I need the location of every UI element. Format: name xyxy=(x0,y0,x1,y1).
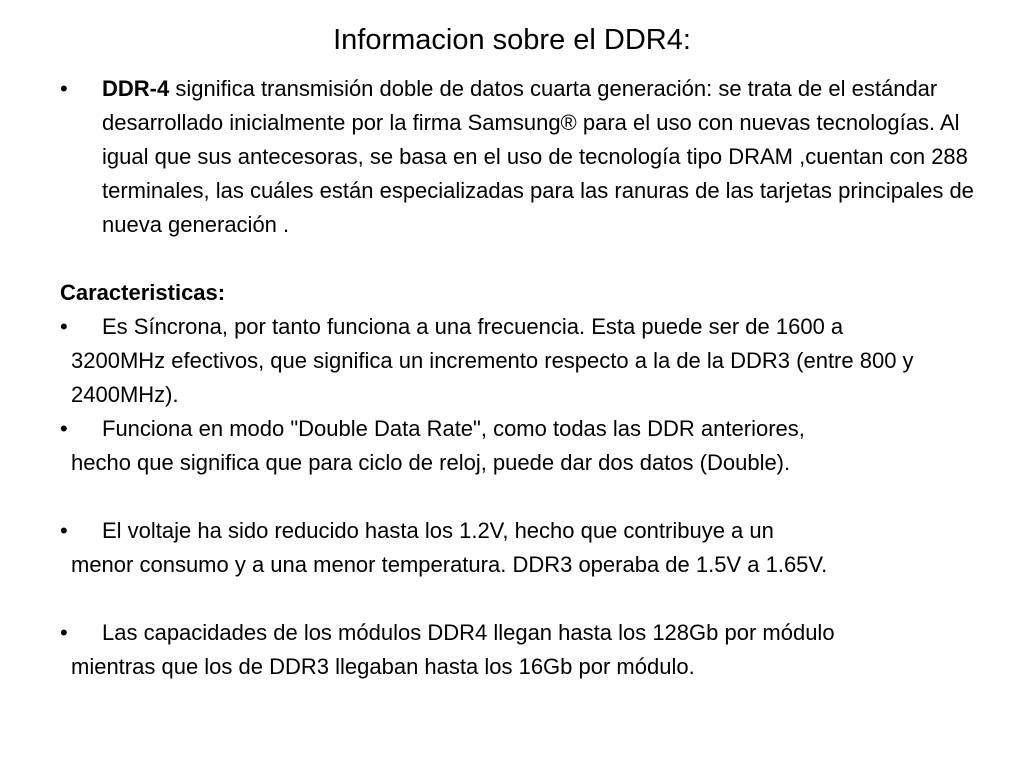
bullet-icon: • xyxy=(60,518,68,543)
slide-body xyxy=(60,72,980,684)
feature-line: Las capacidades de los módulos DDR4 llegan hasta los 128Gb por módulo xyxy=(102,620,835,645)
intro-term: DDR-4 xyxy=(102,76,170,101)
feature-item-capacity xyxy=(60,616,980,684)
feature-continuation: mientras que los de DDR3 llegaban hasta los 16Gb por módulo. xyxy=(71,654,695,679)
features-heading: Caracteristicas: xyxy=(60,280,226,305)
feature-continuation: 3200MHz efectivos, que significa un incremento respecto a la de la DDR3 (entre 800 y 2400MHz). xyxy=(71,348,914,407)
feature-item-voltage xyxy=(60,514,980,582)
intro-bullet xyxy=(60,72,980,242)
feature-line: Funciona en modo "Double Data Rate", como todas las DDR anteriores, xyxy=(102,416,805,441)
spacer xyxy=(60,582,980,616)
bullet-icon: • xyxy=(60,416,68,441)
bullet-icon: • xyxy=(60,314,68,339)
bullet-icon: • xyxy=(60,76,68,101)
intro-text: significa transmisión doble de datos cuarta generación: se trata de el estándar desarrollado inicialmente por la firma Samsung® para el uso con nuevas tecnologías. Al igual que sus antecesoras, se basa en el uso de tecnología tipo DRAM ,cuentan con 288 terminales, las cuáles están especializadas para las ranuras de las tarjetas principales de nueva generación . xyxy=(102,76,974,237)
feature-line: El voltaje ha sido reducido hasta los 1.2V, hecho que contribuye a un xyxy=(102,518,774,543)
feature-item-ddr-mode xyxy=(60,412,980,480)
feature-continuation: menor consumo y a una menor temperatura. DDR3 operaba de 1.5V a 1.65V. xyxy=(71,552,828,577)
feature-item-frequency xyxy=(60,310,980,412)
spacer xyxy=(60,242,980,276)
bullet-icon: • xyxy=(60,620,68,645)
spacer xyxy=(60,480,980,514)
slide-title: Informacion sobre el DDR4: xyxy=(333,24,691,56)
feature-continuation: hecho que significa que para ciclo de reloj, puede dar dos datos (Double). xyxy=(71,450,791,475)
feature-line: Es Síncrona, por tanto funciona a una frecuencia. Esta puede ser de 1600 a xyxy=(102,314,844,339)
